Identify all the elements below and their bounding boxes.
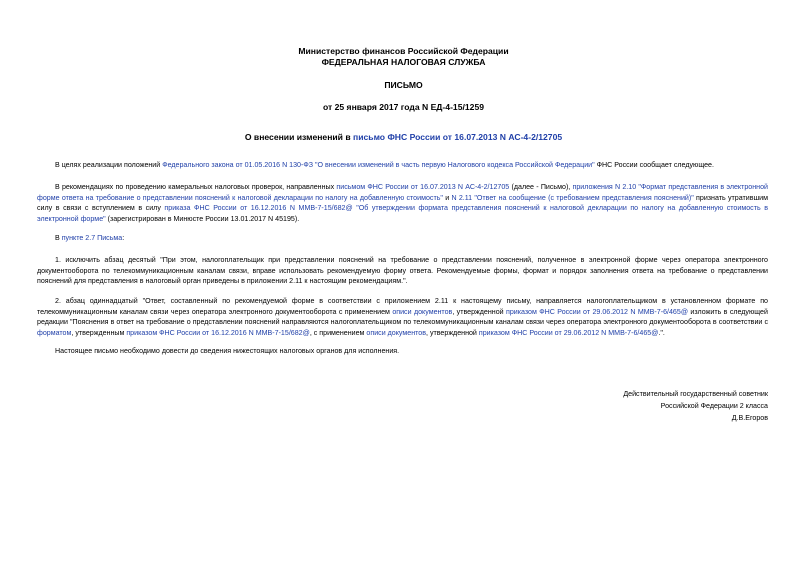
service-title: ФЕДЕРАЛЬНАЯ НАЛОГОВАЯ СЛУЖБА — [321, 57, 486, 67]
p6-text-1: Настоящее письмо необходимо довести до сведения нижестоящих налоговых органов для исполнения. — [55, 347, 400, 355]
document-date-number: от 25 января 2017 года N ЕД-4-15/1259 — [322, 102, 484, 112]
p2-link-appendix-2-10[interactable]: приложения N 2.10 "Формат представления в электронной форме ответа на требование о представлении пояснений к налоговой декларации по налогу на добавленную стоимость" — [37, 183, 768, 202]
p5-text-6: , утвержденной — [426, 328, 479, 337]
paragraph-3 — [37, 233, 768, 244]
paragraph-2 — [37, 182, 768, 224]
paragraph-4 — [37, 255, 768, 287]
p5-link-inventory-2[interactable]: описи документов — [366, 328, 426, 337]
paragraph-6 — [37, 346, 768, 357]
paragraph-1 — [37, 160, 768, 171]
p5-link-format[interactable]: форматом — [37, 328, 72, 337]
p2-text-3: и — [442, 193, 452, 202]
p2-text-4: признать утратившим силу в связи с вступлением в силу — [37, 193, 768, 213]
signature-name: Д.В.Егоров — [731, 414, 768, 422]
p3-text-2: : — [122, 234, 125, 242]
p5-link-order-465-2[interactable]: приказом ФНС России от 29.06.2012 N ММВ-7-6/465@ — [478, 328, 659, 337]
p2-link-order[interactable]: приказа ФНС России от 16.12.2016 N ММВ-7-15/682@ "Об утверждении формата представления пояснений к налоговой декларации по налогу на добавленную стоимость в электронной форме" — [37, 204, 768, 223]
signature-title-2: Российской Федерации 2 класса — [660, 402, 768, 410]
p5-text-1: 2. абзац одиннадцатый "Ответ, составленный по рекомендуемой форме в соответствии с приложением 2.11 к настоящему письму, направляется налогоплательщиком в установленном формате по телекоммуникационным каналам связи через оператора электронного документооборота с применением — [37, 297, 768, 316]
p2-text-1: В рекомендациях по проведению камеральных налоговых проверок, направленных — [55, 183, 337, 191]
signature-title-1: Действительный государственный советник — [623, 390, 768, 398]
p5-text-4: , утвержденным — [71, 328, 127, 337]
p2-text-2: (далее - Письмо), — [509, 183, 573, 191]
p5-link-order-682[interactable]: приказом ФНС России от 16.12.2016 N ММВ-7-15/682@ — [126, 328, 310, 337]
p5-link-inventory-1[interactable]: описи документов — [392, 307, 453, 316]
p2-text-5: (зарегистрирован в Минюсте России 13.01.2017 N 45195). — [105, 214, 300, 223]
p1-text-1: В целях реализации положений — [55, 161, 163, 169]
p1-text-2: ФНС России сообщает следующее. — [594, 161, 714, 169]
p4-text-1: 1. исключить абзац десятый "При этом, налогоплательщик при представлении пояснений на требование о представлении пояснений, полученное в электронной форме через оператора электронного документооборота по телекоммуникационным каналам связи, вправе использовать рекомендуемую форму ответа. Рекомендуемые формы, формат и порядок заполнения ответа на требование о представлении пояснений для представления в налоговый орган приведены в приложении 2.11 к настоящим рекомендациям.". — [37, 256, 768, 286]
subject-prefix: О внесении изменений в — [244, 132, 354, 142]
p5-text-3: изложить в следующей редакции "Пояснения в ответ на требование о представлении пояснений направляются налогоплательщиком по телекоммуникационным каналам связи через оператора электронного документооборота в соответствии с — [37, 307, 768, 327]
document-type: ПИСЬМО — [384, 80, 423, 90]
p5-text-5: , с применением — [309, 328, 367, 337]
p1-link-federal-law[interactable]: Федерального закона от 01.05.2016 N 130-ФЗ "О внесении изменений в часть первую Налогового кодекса Российской Федерации" — [162, 161, 595, 169]
document-subject — [0, 132, 807, 143]
p5-text-2: , утвержденной — [452, 307, 506, 316]
p5-text-7: .". — [658, 328, 665, 337]
p3-text-1: В — [55, 234, 62, 242]
p2-link-letter[interactable]: письмом ФНС России от 16.07.2013 N АС-4-2/12705 — [336, 183, 510, 191]
paragraph-5 — [37, 296, 768, 338]
p2-link-appendix-2-11[interactable]: N 2.11 "Ответ на сообщение (с требованием представления пояснений)" — [451, 193, 694, 202]
p3-link-clause[interactable]: пункте 2.7 Письма — [61, 234, 123, 242]
p5-link-order-465-1[interactable]: приказом ФНС России от 29.06.2012 N ММВ-7-6/465@ — [506, 307, 689, 316]
ministry-title: Министерство финансов Российской Федерации — [298, 46, 509, 56]
subject-link[interactable]: письмо ФНС России от 16.07.2013 N АС-4-2/12705 — [353, 132, 563, 142]
